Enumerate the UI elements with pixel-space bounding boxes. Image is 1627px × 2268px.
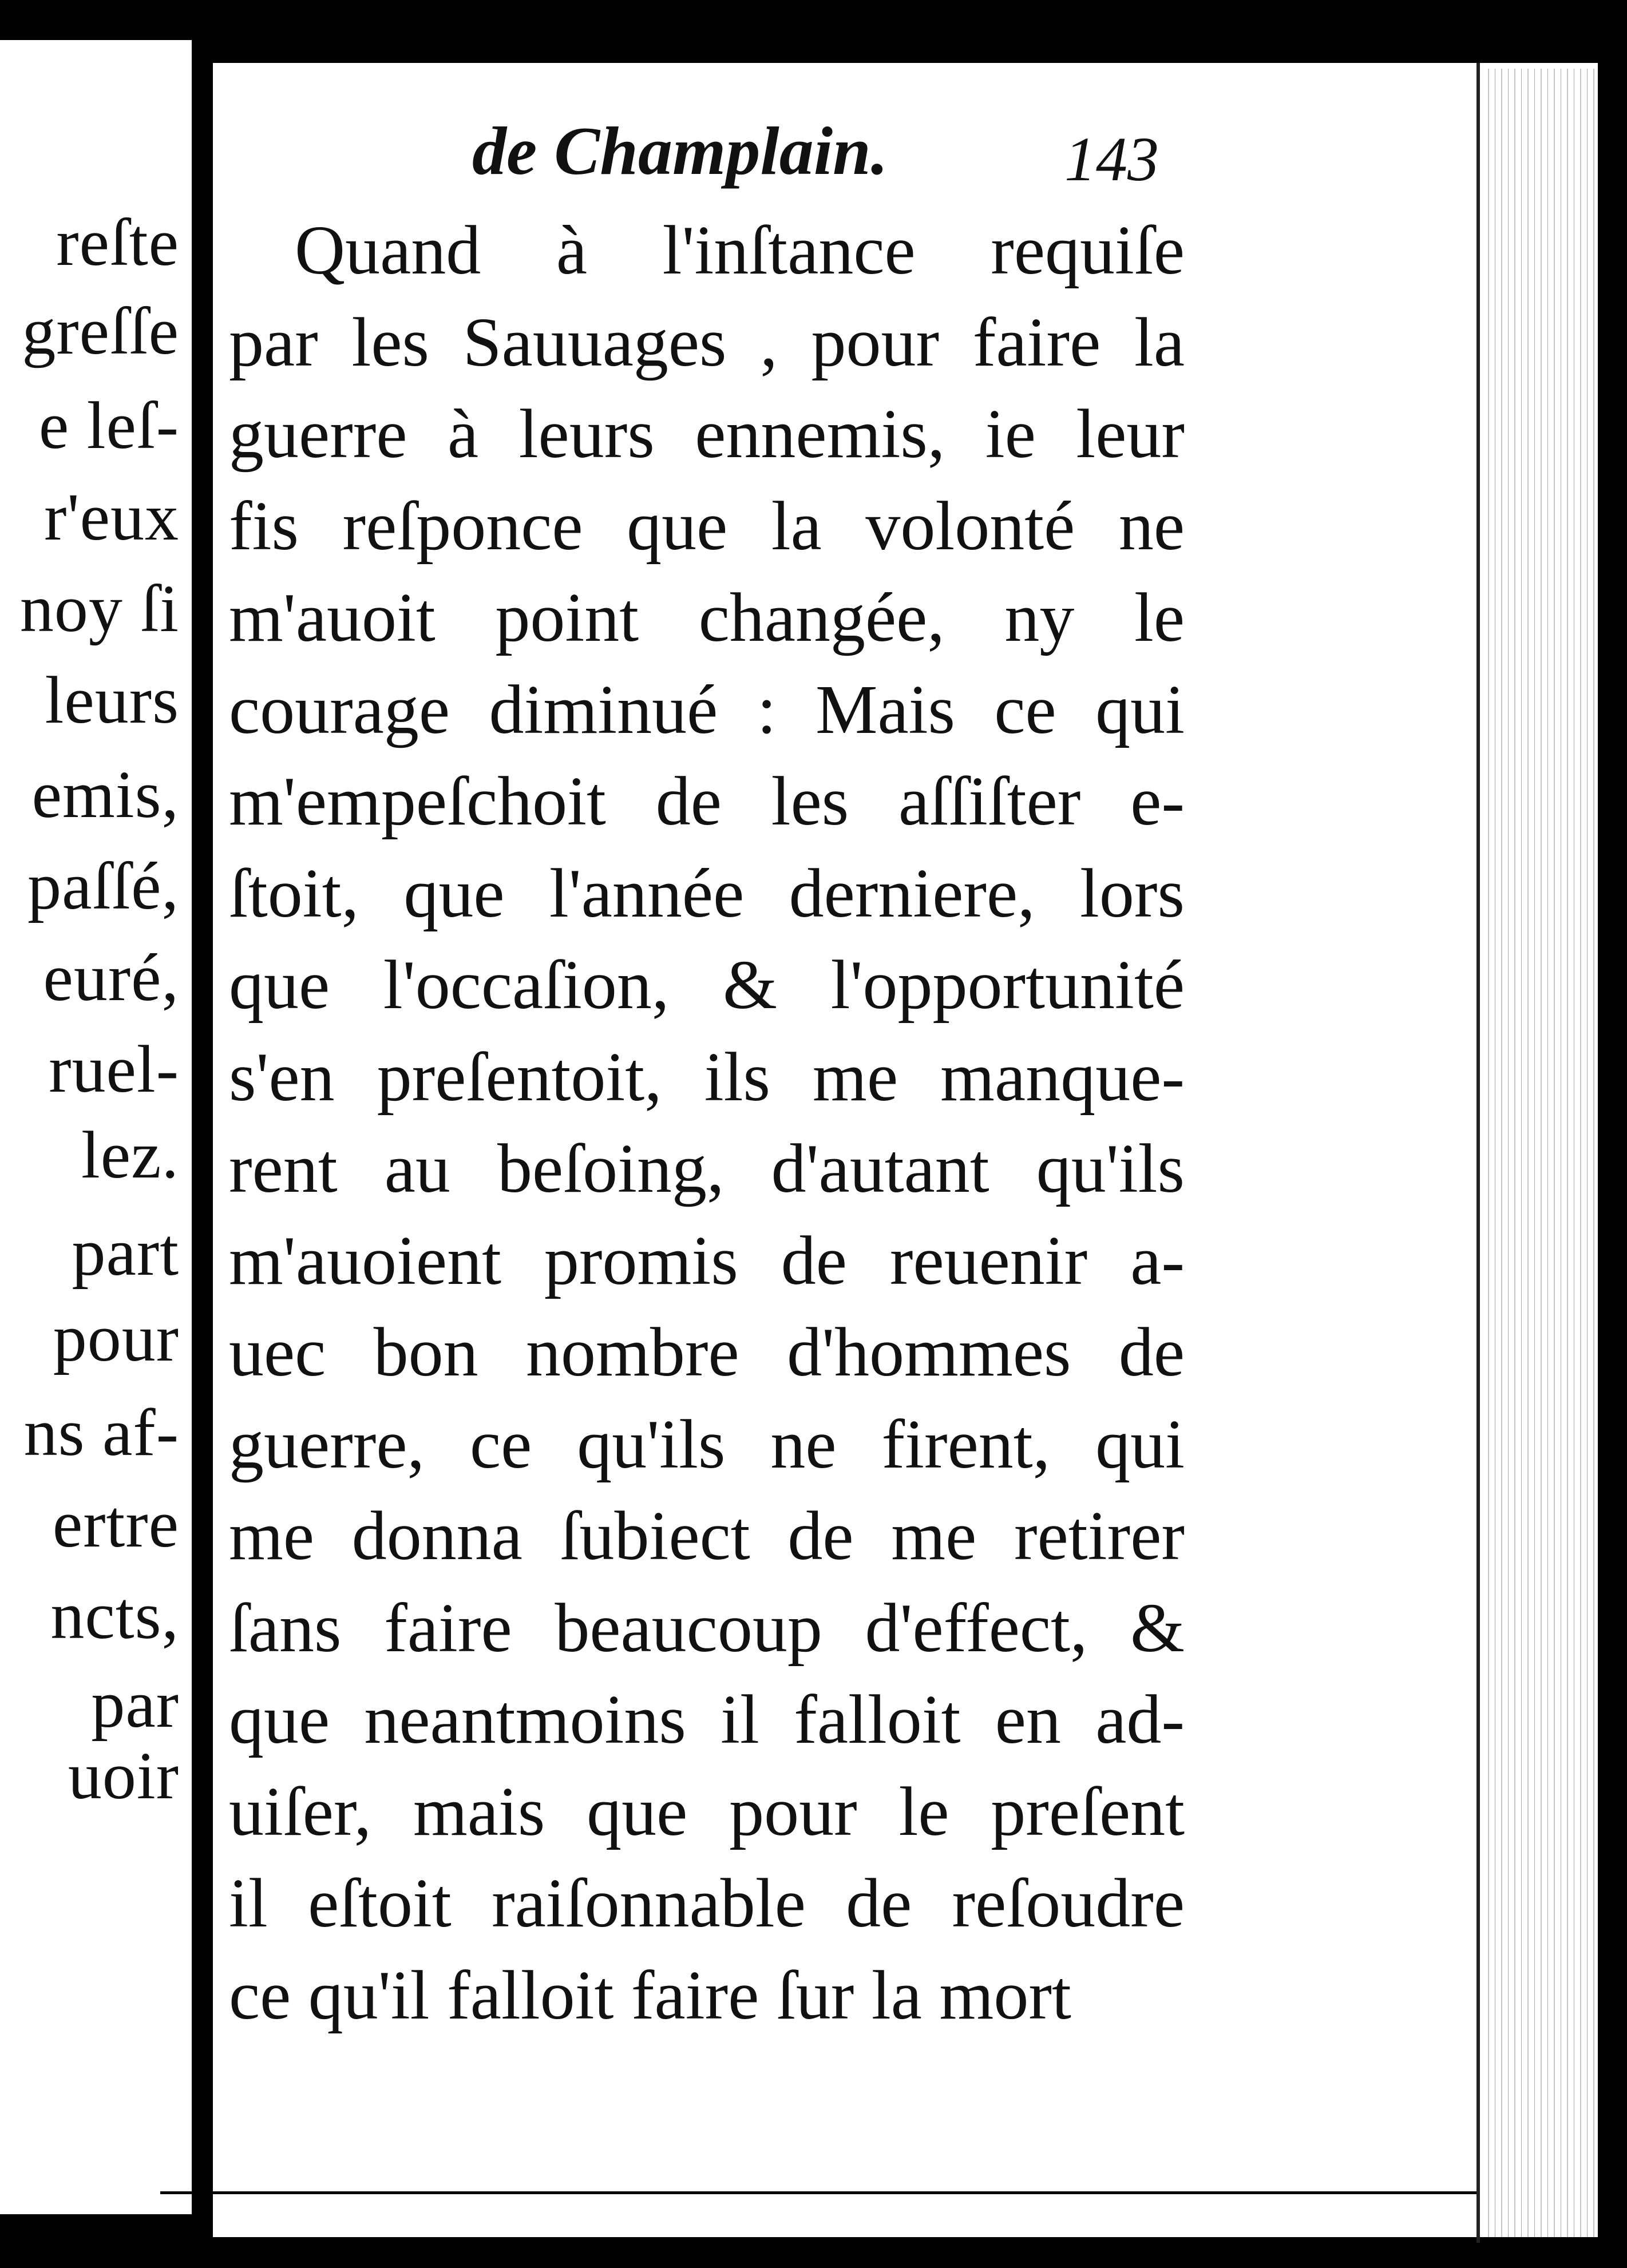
text-line: guerre, ce qu'ils ne firent, qui (229, 1405, 1185, 1483)
prev-page-line: noy ſi (19, 571, 179, 646)
page-bottom-rule (160, 2191, 1476, 2194)
running-head: de Champlain. (472, 113, 888, 189)
text-line: m'auoit point changée, ny le (229, 579, 1185, 656)
text-line: que l'occaſion, & l'opportunité (229, 946, 1185, 1024)
prev-page-line: emis, (31, 757, 179, 832)
prev-page-line: lez. (81, 1117, 179, 1192)
prev-page-line: ertre (52, 1486, 179, 1561)
previous-page-fragment (0, 40, 192, 2214)
prev-page-line: e leſ- (38, 388, 179, 463)
text-line: ſtoit, que l'année derniere, lors (229, 854, 1185, 932)
prev-page-line: ncts, (50, 1578, 179, 1653)
prev-page-line: reſte (56, 205, 179, 280)
text-line: guerre à leurs ennemis, ie leur (229, 395, 1185, 473)
text-line: ce qu'il falloit faire ſur la mort (229, 1956, 1071, 2034)
text-line: m'empeſchoit de les aſſiſter e- (229, 763, 1185, 840)
text-line: rent au beſoing, d'autant qu'ils (229, 1130, 1185, 1207)
prev-page-line: pour (53, 1300, 179, 1375)
text-line: il eſtoit raiſonnable de reſoudre (229, 1865, 1185, 1942)
text-line: m'auoient promis de reuenir a- (229, 1222, 1185, 1299)
text-line: par les Sauuages , pour faire la (229, 303, 1185, 381)
prev-page-line: greſſe (22, 294, 179, 368)
prev-page-line: part (72, 1215, 179, 1290)
text-line: Quand à l'inſtance requiſe (295, 212, 1185, 289)
text-line: uiſer, mais que pour le preſent (229, 1773, 1185, 1850)
prev-page-line: leurs (45, 663, 179, 738)
prev-page-line: euré, (43, 940, 179, 1015)
prev-page-line: r'eux (44, 479, 179, 554)
prev-page-line: par (91, 1667, 179, 1742)
page-edge-stack (1482, 69, 1597, 2237)
text-line: courage diminué : Mais ce qui (229, 671, 1185, 748)
prev-page-line: uoir (68, 1738, 179, 1813)
text-line: uec bon nombre d'hommes de (229, 1314, 1185, 1391)
text-line: fis reſponce que la volonté ne (229, 487, 1185, 565)
text-line: s'en preſentoit, ils me manque- (229, 1038, 1185, 1116)
prev-page-line: paſſé, (27, 848, 179, 923)
text-line: ſans faire beaucoup d'effect, & (229, 1589, 1185, 1667)
page-body-text (229, 205, 1185, 2041)
page-edge-border (1476, 63, 1480, 2243)
text-line: que neantmoins il falloit en ad- (229, 1681, 1185, 1758)
page-number: 143 (1064, 124, 1159, 194)
text-line: me donna ſubiect de me retirer (229, 1497, 1185, 1575)
prev-page-line: ns af- (23, 1395, 179, 1470)
prev-page-line: ruel- (49, 1032, 179, 1107)
